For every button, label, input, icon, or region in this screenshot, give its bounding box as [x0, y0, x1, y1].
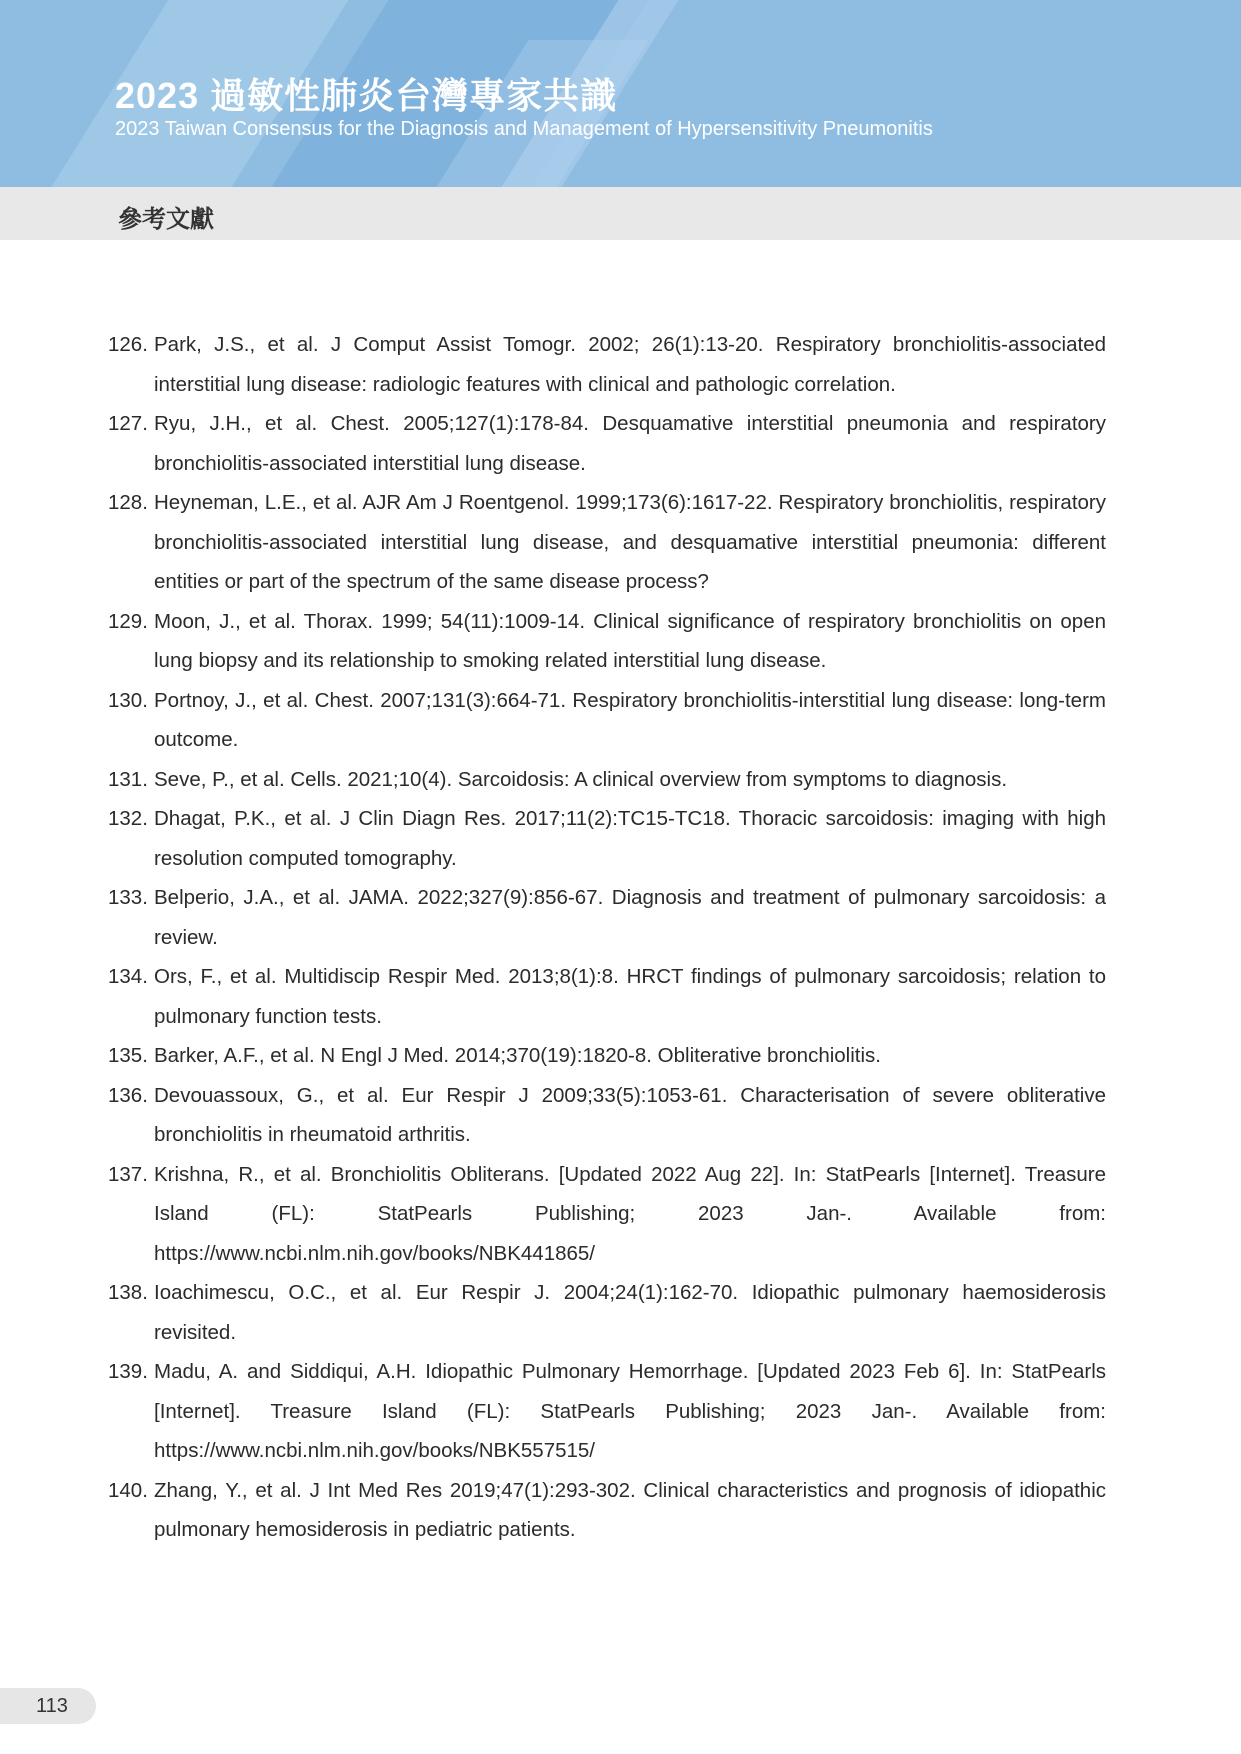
- reference-number: 128.: [108, 491, 148, 514]
- reference-number: 133.: [108, 886, 148, 909]
- section-title: 參考文獻: [118, 206, 214, 233]
- page-number-badge: [0, 1688, 96, 1724]
- reference-item: [108, 760, 1106, 800]
- reference-item: [108, 483, 1106, 602]
- reference-item: [108, 681, 1106, 760]
- reference-text: Ioachimescu, O.C., et al. Eur Respir J. 2004;24(1):162-70. Idiopathic pulmonary haemosiderosis revisited.: [154, 1281, 1106, 1344]
- reference-item: [108, 602, 1106, 681]
- reference-number: 129.: [108, 609, 148, 633]
- section-bar: [0, 187, 1241, 240]
- document-title: 2023 過敏性肺炎台灣專家共識: [115, 75, 618, 116]
- reference-text: Devouassoux, G., et al. Eur Respir J 2009;33(5):1053-61. Characterisation of severe obliterative bronchiolitis in rheumatoid arthritis.: [154, 1083, 1106, 1146]
- reference-text: Heyneman, L.E., et al. AJR Am J Roentgenol. 1999;173(6):1617-22. Respiratory bronchiolitis, respiratory bronchiolitis-associated interstitial lung disease, and desquamative interstitial pneumonia: different entities or part of the spectrum of the same disease process?: [154, 491, 1106, 593]
- reference-text: Portnoy, J., et al. Chest. 2007;131(3):664-71. Respiratory bronchiolitis-interstitial lung disease: long-term outcome.: [154, 688, 1106, 751]
- reference-text: Zhang, Y., et al. J Int Med Res 2019;47(1):293-302. Clinical characteristics and prognosis of idiopathic pulmonary hemosiderosis in pediatric patients.: [154, 1478, 1106, 1541]
- reference-item: [108, 1076, 1106, 1155]
- reference-item: [108, 1273, 1106, 1352]
- reference-text: Park, J.S., et al. J Comput Assist Tomogr. 2002; 26(1):13-20. Respiratory bronchiolitis-associated interstitial lung disease: radiologic features with clinical and pathologic correlation.: [154, 333, 1106, 396]
- reference-text: Barker, A.F., et al. N Engl J Med. 2014;370(19):1820-8. Obliterative bronchiolitis.: [154, 1044, 881, 1067]
- header-banner: [0, 0, 1241, 187]
- reference-number: 132.: [108, 807, 148, 830]
- document-subtitle: 2023 Taiwan Consensus for the Diagnosis and Management of Hypersensitivity Pneumonitis: [115, 118, 933, 140]
- reference-item: [108, 1155, 1106, 1274]
- reference-number: 137.: [108, 1162, 148, 1186]
- reference-item: [108, 404, 1106, 483]
- page-number: 113: [36, 1695, 68, 1717]
- reference-item: [108, 1036, 1106, 1076]
- reference-text: Belperio, J.A., et al. JAMA. 2022;327(9):856-67. Diagnosis and treatment of pulmonary sarcoidosis: a review.: [154, 886, 1106, 949]
- reference-number: 135.: [108, 1044, 148, 1067]
- reference-item: [108, 1471, 1106, 1550]
- reference-text: Ors, F., et al. Multidiscip Respir Med. 2013;8(1):8. HRCT findings of pulmonary sarcoidosis; relation to pulmonary function tests.: [154, 965, 1106, 1028]
- reference-number: 131.: [108, 767, 148, 791]
- reference-text: Madu, A. and Siddiqui, A.H. Idiopathic Pulmonary Hemorrhage. [Updated 2023 Feb 6]. In: StatPearls [Internet]. Treasure Island (FL): StatPearls Publishing; 2023 Jan-. Available from: https://www.ncbi.nlm.nih.gov/books/NBK557515/: [154, 1360, 1106, 1462]
- reference-item: [108, 1352, 1106, 1471]
- reference-item: [108, 325, 1106, 404]
- reference-number: 136.: [108, 1083, 148, 1107]
- reference-number: 140.: [108, 1478, 148, 1502]
- reference-text: Ryu, J.H., et al. Chest. 2005;127(1):178-84. Desquamative interstitial pneumonia and respiratory bronchiolitis-associated interstitial lung disease.: [154, 412, 1106, 475]
- reference-number: 130.: [108, 688, 148, 712]
- reference-item: [108, 878, 1106, 957]
- reference-text: Dhagat, P.K., et al. J Clin Diagn Res. 2017;11(2):TC15-TC18. Thoracic sarcoidosis: imaging with high resolution computed tomography.: [154, 807, 1106, 870]
- reference-number: 134.: [108, 965, 148, 988]
- reference-number: 139.: [108, 1360, 148, 1383]
- reference-text: Seve, P., et al. Cells. 2021;10(4). Sarcoidosis: A clinical overview from symptoms to diagnosis.: [154, 767, 1008, 791]
- reference-item: [108, 957, 1106, 1036]
- reference-text: Moon, J., et al. Thorax. 1999; 54(11):1009-14. Clinical significance of respiratory bronchiolitis on open lung biopsy and its relationship to smoking related interstitial lung disease.: [154, 609, 1106, 672]
- reference-number: 138.: [108, 1281, 148, 1304]
- reference-number: 127.: [108, 412, 148, 435]
- reference-number: 126.: [108, 333, 148, 356]
- reference-item: [108, 799, 1106, 878]
- reference-text: Krishna, R., et al. Bronchiolitis Obliterans. [Updated 2022 Aug 22]. In: StatPearls [Internet]. Treasure Island (FL): StatPearls Publishing; 2023 Jan-. Available from: https://www.ncbi.nlm.nih.gov/books/NBK441865/: [154, 1162, 1106, 1265]
- reference-list: [108, 325, 1106, 1550]
